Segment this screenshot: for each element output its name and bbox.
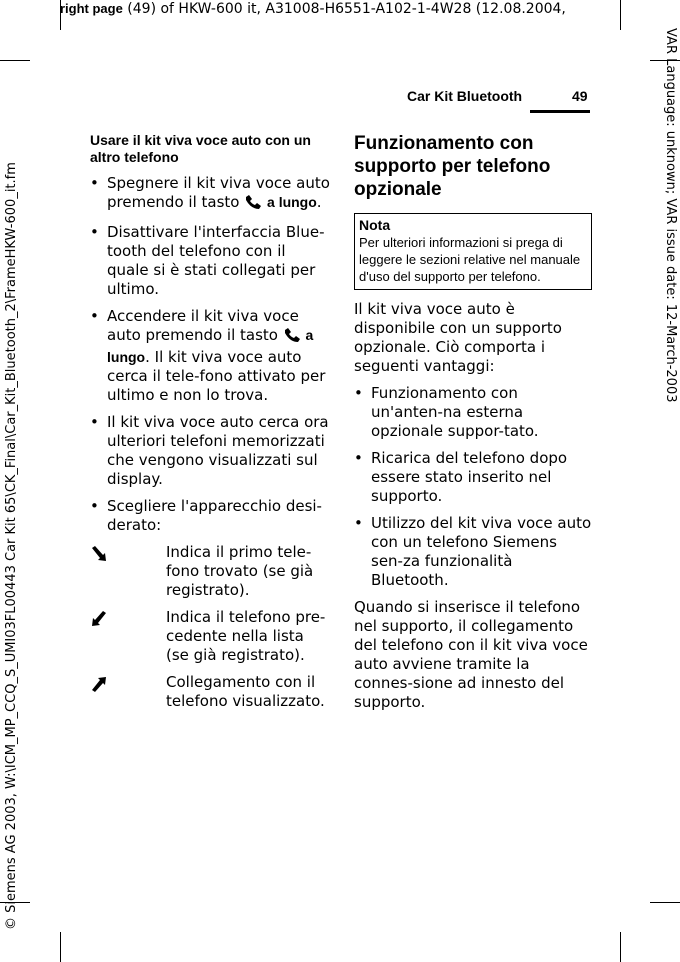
keyword-long-press: a lungo [107,327,314,365]
bullet-text: . Il kit viva voce auto cerca il tele-fono attivato per ultimo e non lo trova. [107,348,326,404]
list-item: • Scegliere l'apparecchio desi-derato: [90,497,330,535]
keyword-long-press: a lungo [267,194,317,210]
list-item: • Ricarica del telefono dopo essere stato inserito nel supporto. [354,449,592,506]
note-title: Nota [359,217,391,233]
crop-mark [650,902,680,903]
right-column [354,132,592,720]
bullet-text: . [316,193,322,211]
left-bullet-list [90,174,330,535]
left-subheading: Usare il kit viva voce auto con un altro telefono [90,132,311,165]
arrow-up-right-icon [90,675,108,698]
note-box [354,213,592,290]
definition-row [90,543,330,600]
right-bullet-list [354,384,592,590]
phone-hangup-key-icon [283,327,301,348]
page-number: 49 [572,88,588,104]
crop-mark [60,932,61,962]
print-header-prefix: right page [60,1,123,16]
arrow-down-right-icon [90,545,108,568]
definition-text: Collegamento con il telefono visualizzato. [166,673,325,710]
crop-mark [620,932,621,962]
arrow-down-left-icon [90,610,108,633]
crop-mark [0,60,30,61]
header-rule [530,110,590,113]
list-item: • Il kit viva voce auto cerca ora ulteriori telefoni memorizzati che vengono visualizzati sul display. [90,413,330,489]
list-item: • Utilizzo del kit viva voce auto con un telefono Siemens sen-za funzionalità Bluetooth. [354,514,592,590]
bullet-text: Spegnere il kit viva voce auto premendo il tasto [107,174,330,211]
section-title: Funzionamento con supporto per telefono opzionale [354,133,551,200]
crop-mark [620,0,621,30]
list-item: • Funzionamento con un'anten-na esterna opzionale suppor-tato. [354,384,592,441]
closing-paragraph: Quando si inserisce il telefono nel supporto, il collegamento del telefono con il kit viva voce auto avviene tramite la connes-sione ad innesto del supporto. [354,598,588,711]
print-header [60,0,566,18]
bullet-text: Accendere il kit viva voce auto premendo il tasto [107,307,299,344]
definition-text: Indica il primo tele-fono trovato (se già registrato). [166,543,314,599]
note-body: Per ulteriori informazioni si prega di leggere le sezioni relative nel manuale d'uso del supporto per telefono. [359,235,581,284]
definition-row [90,608,330,665]
intro-paragraph: Il kit viva voce auto è disponibile con un supporto opzionale. Ciò comporta i seguenti vantaggi: [354,300,562,375]
phone-hangup-key-icon [244,194,262,215]
list-item [90,307,330,405]
side-var-info: VAR Language: unknown; VAR issue date: 12-March-2003 [663,28,678,403]
list-item: • Disattivare l'interfaccia Blue-tooth del telefono con il quale si è stati collegati per ultimo. [90,223,330,299]
print-header-text: (49) of HKW-600 it, A31008-H6551-A102-1-4W28 (12.08.2004, [122,1,566,17]
running-header-title: Car Kit Bluetooth [407,88,523,104]
definition-text: Indica il telefono pre-cedente nella lista (se già registrato). [166,608,326,664]
list-item [90,174,330,215]
left-column [90,132,330,719]
side-copyright: © Siemens AG 2003, W:\ICM_MP_CCQ_S_UMI03FL00443 Car Kit 65\CK_Final\Car_Kit_Bluetooth_2\FrameHKW-600_it.fm [4,162,19,930]
definition-row [90,673,330,711]
